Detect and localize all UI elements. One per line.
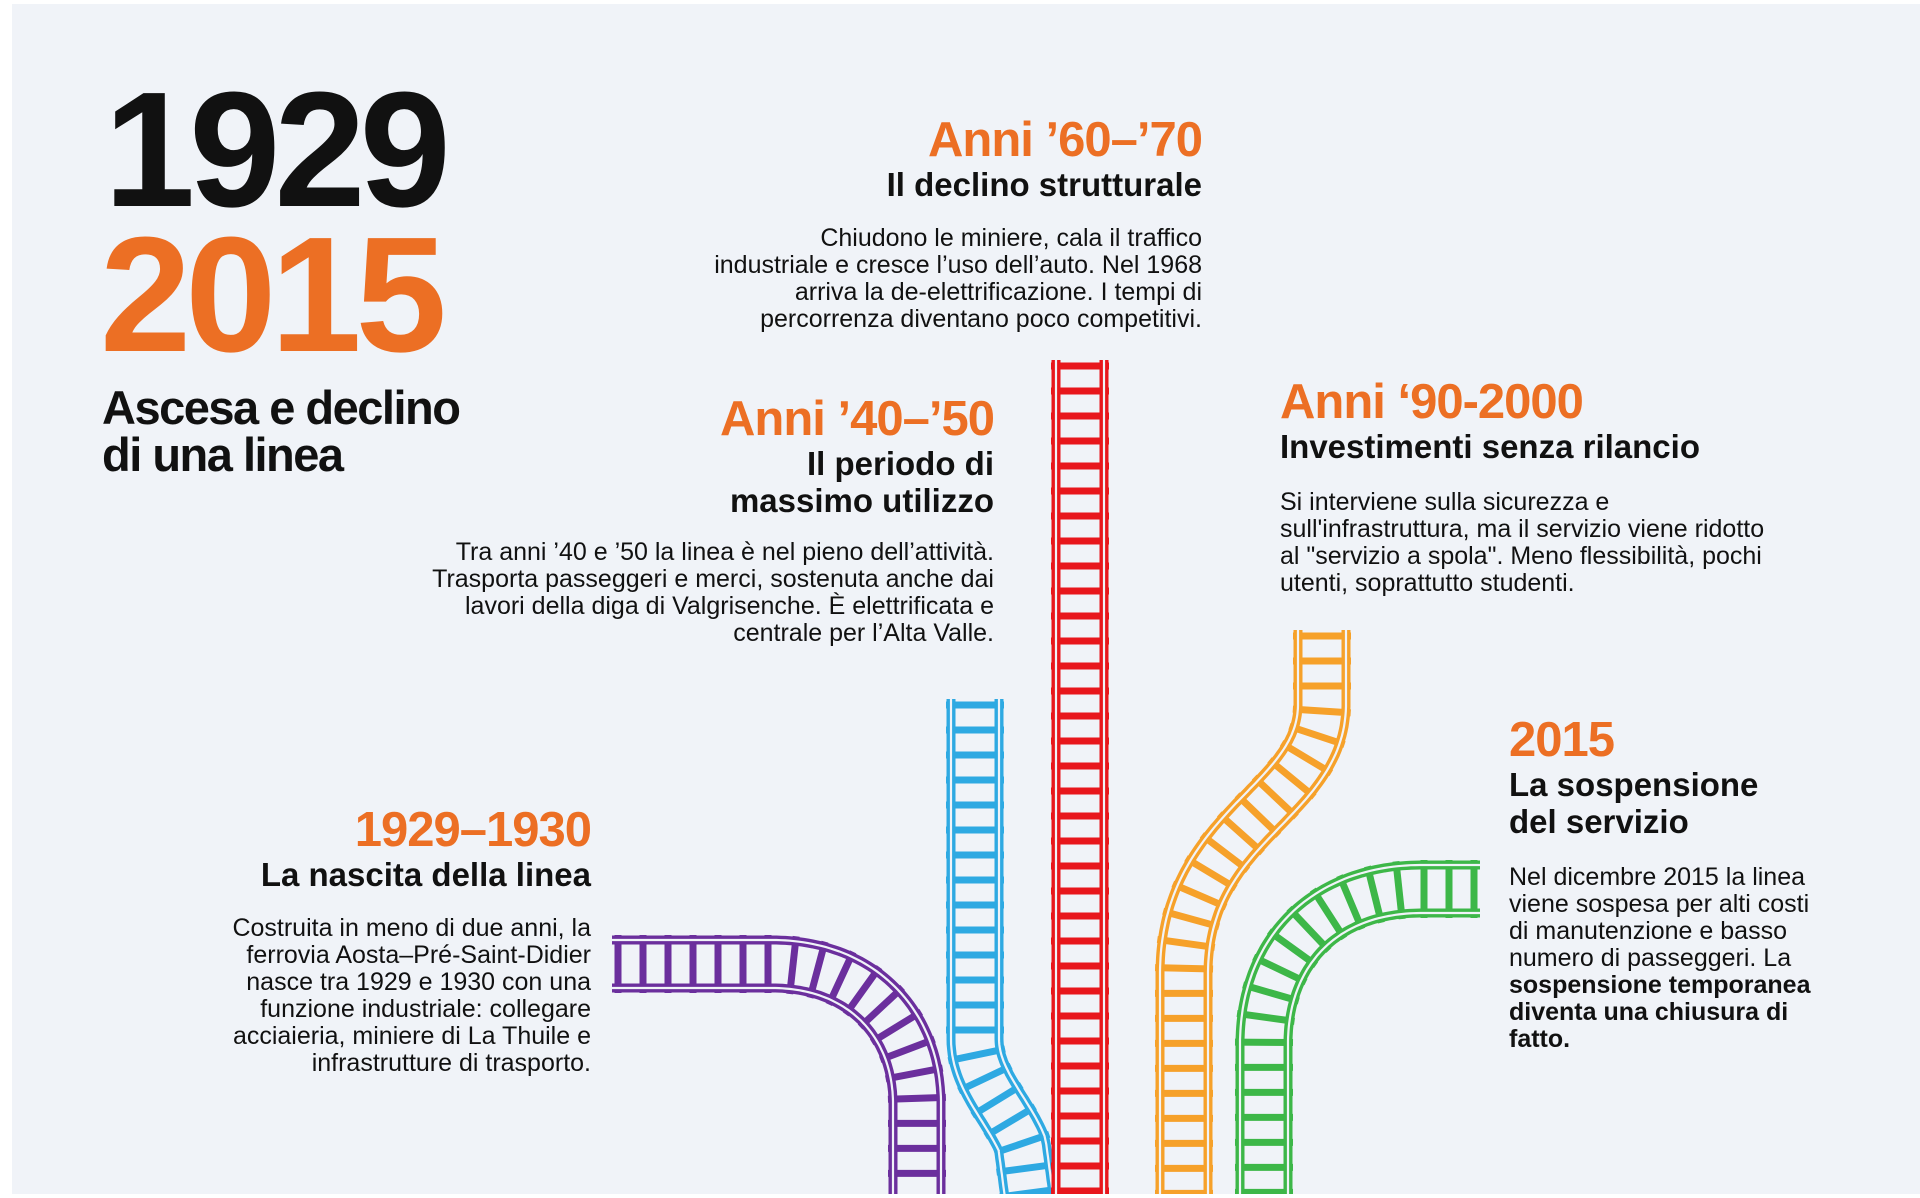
era-body-line-bold: diventa una chiusura di — [1509, 998, 1789, 1026]
era-body-line: industriale e cresce l’uso dell’auto. Nel 1968 — [714, 251, 1202, 279]
track-rail-highlight — [612, 988, 893, 1194]
era-anni-90-2000 — [1280, 376, 1920, 597]
track-bed — [612, 964, 917, 1194]
infographic-canvas — [12, 4, 1920, 1194]
era-subtitle: La sospensione — [1509, 766, 1759, 803]
main-title-line2: di una linea — [102, 428, 343, 481]
era-body-line: infrastrutture di trasporto. — [311, 1049, 591, 1077]
era-1929-1930 — [12, 804, 591, 1077]
era-body-line: numero di passeggeri. La — [1509, 944, 1792, 972]
era-body-line: arriva la de-elettrificazione. I tempi di — [794, 278, 1202, 306]
era-period: Anni ‘90-2000 — [1280, 375, 1583, 429]
era-anni-60-70 — [562, 114, 1202, 333]
year-end: 2015 — [100, 203, 441, 386]
era-body-line: Chiudono le miniere, cala il traffico — [820, 224, 1202, 252]
main-title-line1: Ascesa e declino — [102, 381, 460, 434]
era-period: 1929–1930 — [354, 803, 591, 857]
era-body-line: Si interviene sulla sicurezza e — [1280, 488, 1610, 516]
year-start: 1929 — [104, 58, 445, 241]
track-bed — [1264, 889, 1480, 1194]
era-body-line: lavori della diga di Valgrisenche. È elettrificata e — [465, 592, 994, 620]
era-subtitle: La nascita della linea — [260, 856, 591, 893]
era-body-line: Nel dicembre 2015 la linea — [1509, 863, 1806, 891]
era-body — [1509, 864, 1909, 1053]
era-body-line-bold: fatto. — [1509, 1025, 1571, 1053]
era-body-line: di manutenzione e basso — [1509, 917, 1787, 945]
era-body-line: Trasporta passeggeri e merci, sostenuta anche dai — [432, 565, 994, 593]
era-period: Anni ’60–’70 — [928, 113, 1202, 167]
track-purple — [612, 935, 946, 1194]
track-rail — [612, 988, 893, 1194]
era-body-line: acciaieria, miniere di La Thuile e — [232, 1022, 591, 1050]
era-subtitle: Il periodo di — [807, 445, 994, 482]
era-body-line: centrale per l’Alta Valle. — [733, 619, 994, 647]
era-subtitle: Investimenti senza rilancio — [1280, 428, 1700, 465]
track-red — [1051, 360, 1109, 1194]
era-subtitle: del servizio — [1509, 803, 1689, 840]
track-rail-highlight — [1288, 913, 1480, 1194]
era-body — [562, 225, 1202, 333]
era-period: Anni ’40–’50 — [720, 392, 994, 446]
track-blue — [946, 699, 1057, 1194]
era-body-line: viene sospesa per alti costi — [1509, 890, 1810, 918]
era-body-line: ferrovia Aosta–Pré-Saint-Didier — [246, 941, 591, 969]
era-body-line: Tra anni ’40 e ’50 la linea è nel pieno dell’attività. — [455, 538, 994, 566]
era-body-line: al "servizio a spola". Meno flessibilità, pochi — [1280, 542, 1762, 570]
era-body — [1280, 489, 1920, 597]
era-body-line: utenti, soprattutto studenti. — [1280, 569, 1575, 597]
era-period: 2015 — [1509, 713, 1615, 767]
era-body-line: percorrenza diventano poco competitivi. — [760, 305, 1202, 333]
era-body — [354, 539, 994, 647]
era-body-line: funzione industriale: collegare — [260, 995, 591, 1023]
era-body-line-bold: sospensione temporanea — [1509, 971, 1811, 999]
era-body — [12, 915, 591, 1077]
era-subtitle: Il declino strutturale — [886, 166, 1202, 203]
era-anni-40-50 — [354, 393, 994, 647]
era-subtitle: massimo utilizzo — [729, 482, 994, 519]
era-body-line: sull'infrastruttura, ma il servizio viene ridotto — [1280, 515, 1765, 543]
era-2015 — [1509, 714, 1909, 1053]
track-green — [1235, 860, 1480, 1194]
era-body-line: nasce tra 1929 e 1930 con una — [246, 968, 591, 996]
era-body-line: Costruita in meno di due anni, la — [232, 914, 591, 942]
